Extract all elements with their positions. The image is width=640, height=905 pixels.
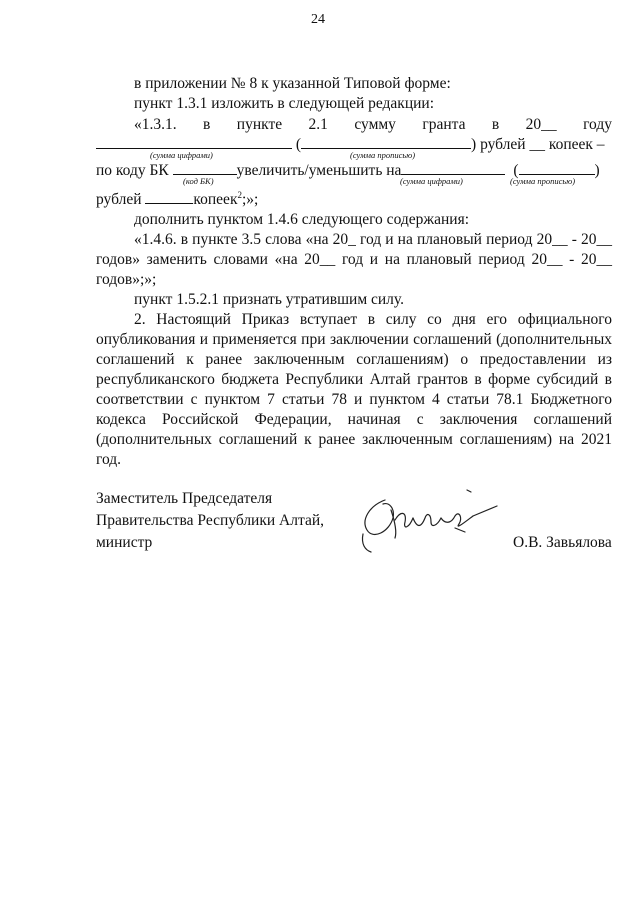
word: в bbox=[491, 116, 500, 133]
blank-field bbox=[96, 134, 292, 149]
blank-field bbox=[145, 189, 193, 204]
footnote-mark: 2 bbox=[237, 189, 242, 200]
blank-field bbox=[519, 160, 595, 175]
text: по коду БК bbox=[96, 162, 169, 179]
text-line-1-3-1 bbox=[134, 115, 612, 135]
signatory-title: Правительства Республики Алтай, bbox=[96, 512, 324, 529]
caption: (сумма цифрами) bbox=[150, 150, 213, 160]
blank-field bbox=[173, 160, 237, 175]
text-line: пункт 1.5.2.1 признать утратившим силу. bbox=[134, 291, 404, 308]
text: ) рублей __ копеек – bbox=[471, 136, 605, 153]
signatory-name: О.В. Завьялова bbox=[513, 534, 612, 551]
word: гранта bbox=[422, 116, 466, 133]
signatory-title: министр bbox=[96, 534, 153, 551]
blank-field bbox=[401, 160, 505, 175]
paragraph-line: год. bbox=[96, 451, 122, 468]
blank-field bbox=[301, 134, 471, 149]
paragraph-line: соответствии с пунктом 7 статьи 78 и пунктом 4 статьи 78.1 Бюджетного bbox=[96, 391, 612, 408]
word: 20__ bbox=[525, 116, 557, 133]
page-number: 24 bbox=[311, 12, 325, 27]
paragraph-line: кодекса Российской Федерации, начиная с заключения соглашений bbox=[96, 411, 612, 428]
text-line: годов»;»; bbox=[96, 271, 157, 288]
text: копеек bbox=[193, 191, 238, 208]
text: рублей bbox=[96, 191, 142, 208]
word: «1.3.1. bbox=[134, 116, 177, 133]
paren: ( bbox=[295, 136, 302, 153]
word: в bbox=[203, 116, 211, 133]
text-line: дополнить пунктом 1.4.6 следующего содержания: bbox=[134, 211, 469, 228]
caption: (сумма прописью) bbox=[510, 176, 576, 186]
word: пункте bbox=[236, 116, 283, 133]
caption: (сумма прописью) bbox=[350, 150, 416, 160]
caption: (код БК) bbox=[183, 176, 214, 186]
paren: ( bbox=[513, 162, 519, 179]
paragraph-line: соглашений к ранее заключенным соглашениям) о предоставлении из bbox=[96, 351, 612, 368]
text-line: в приложении № 8 к указанной Типовой форме: bbox=[134, 75, 451, 92]
text-line: «1.4.6. в пункте 3.5 слова «на 20_ год и на плановый период 20__ - 20__ bbox=[134, 231, 612, 248]
paragraph-line: (дополнительных соглашений к ранее заключенным соглашениям) на 2021 bbox=[96, 431, 612, 448]
word: сумму bbox=[354, 116, 396, 133]
text-line: годов» заменить словами «на 20__ год и на плановый период 20__ - 20__ bbox=[96, 251, 612, 268]
text: ;»; bbox=[241, 191, 259, 208]
text: увеличить/уменьшить на bbox=[236, 162, 402, 179]
word: году bbox=[583, 116, 612, 133]
rubles-line bbox=[96, 189, 258, 210]
word: 2.1 bbox=[308, 116, 328, 133]
paragraph-line: 2. Настоящий Приказ вступает в силу со дня его официального bbox=[134, 311, 612, 328]
paragraph-line: опубликования и применяется при заключении соглашений (дополнительных bbox=[96, 331, 612, 348]
paren: ) bbox=[594, 162, 600, 179]
paragraph-line: республиканского бюджета Республики Алтай грантов в форме субсидий в bbox=[96, 371, 612, 388]
signature-image bbox=[355, 488, 505, 558]
signatory-title: Заместитель Председателя bbox=[96, 490, 273, 507]
text-line: пункт 1.3.1 изложить в следующей редакции: bbox=[134, 95, 435, 112]
caption: (сумма цифрами) bbox=[400, 176, 463, 186]
